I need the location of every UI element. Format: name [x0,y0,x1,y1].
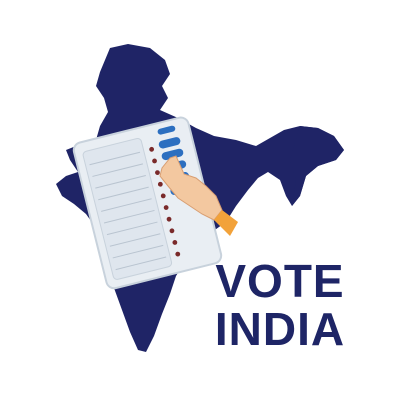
vote-india-headline [200,255,360,355]
headline-line-2: INDIA [214,303,346,355]
northeast-region [290,126,344,206]
headline-line-1: VOTE [215,255,345,307]
